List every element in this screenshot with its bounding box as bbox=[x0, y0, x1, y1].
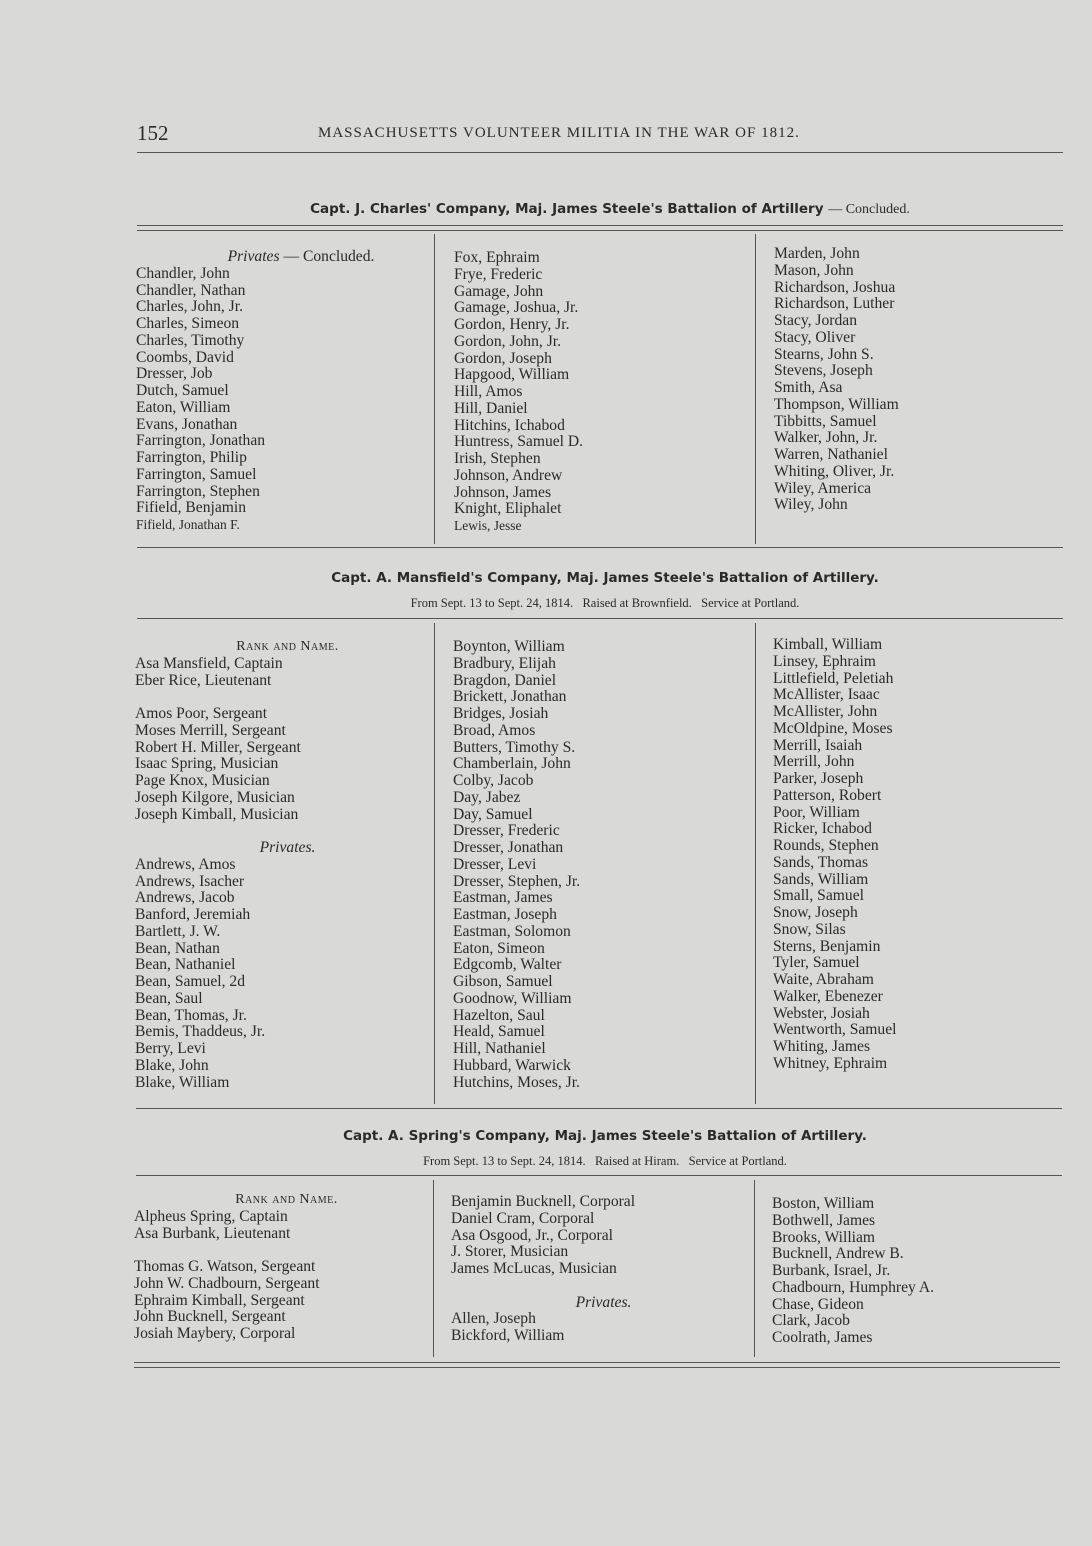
section3-bottom-rule bbox=[134, 1362, 1060, 1363]
list-item: Snow, Silas bbox=[773, 920, 846, 938]
list-item: Warren, Nathaniel bbox=[774, 446, 888, 463]
list-item: Ephraim Kimball, Sergeant bbox=[134, 1291, 305, 1309]
list-item: John W. Chadbourn, Sergeant bbox=[134, 1274, 320, 1292]
list-item: Gordon, John, Jr. bbox=[454, 332, 561, 350]
list-item: Stearns, John S. bbox=[774, 345, 874, 363]
list-item: Banford, Jeremiah bbox=[135, 906, 251, 923]
list-item: Hubbard, Warwick bbox=[453, 1056, 571, 1074]
list-item: McAllister, John bbox=[773, 703, 878, 720]
running-title: MASSACHUSETTS VOLUNTEER MILITIA IN THE WAR OF 1812. bbox=[318, 125, 800, 141]
list-item: Tibbitts, Samuel bbox=[774, 412, 877, 430]
section2-column-2 bbox=[453, 639, 743, 1091]
list-item: Dresser, Jonathan bbox=[453, 839, 564, 856]
privates-heading: Privates. bbox=[259, 839, 316, 856]
list-item: Bucknell, Andrew B. bbox=[772, 1245, 904, 1263]
column-divider bbox=[754, 1180, 755, 1357]
list-item: Burbank, Israel, Jr. bbox=[772, 1262, 891, 1279]
list-item: Ricker, Ichabod bbox=[773, 820, 872, 838]
list-item: Hill, Amos bbox=[454, 383, 523, 400]
list-item: Hapgood, William bbox=[454, 366, 570, 384]
list-item: Clark, Jacob bbox=[772, 1312, 850, 1330]
section2-top-rule bbox=[137, 618, 1063, 619]
list-item: Farrington, Samuel bbox=[136, 465, 257, 483]
list-item: Bean, Nathan bbox=[135, 939, 220, 957]
list-item: Lewis, Jesse bbox=[454, 518, 522, 533]
list-item: Eaton, William bbox=[136, 398, 231, 416]
list-item: Bridges, Josiah bbox=[453, 705, 549, 722]
list-item: Dresser, Levi bbox=[453, 855, 537, 873]
list-item: Poor, William bbox=[773, 803, 860, 821]
list-item: Hutchins, Moses, Jr. bbox=[453, 1073, 580, 1091]
list-item: Waite, Abraham bbox=[773, 971, 874, 988]
list-item: Daniel Cram, Corporal bbox=[451, 1209, 595, 1227]
section2-title: Capt. A. Mansfield's Company, Maj. James Steele's Battalion of Artillery. bbox=[331, 570, 879, 586]
rank-and-name-heading: Rank and Name. bbox=[236, 639, 339, 654]
list-item: Sands, Thomas bbox=[773, 853, 869, 871]
list-item: Fox, Ephraim bbox=[454, 249, 540, 266]
list-item: Moses Merrill, Sergeant bbox=[135, 721, 286, 739]
list-item: John Bucknell, Sergeant bbox=[134, 1308, 286, 1326]
list-item: Alpheus Spring, Captain bbox=[134, 1207, 288, 1225]
list-item: Johnson, James bbox=[454, 483, 552, 501]
section1-top-rule-2 bbox=[137, 230, 1063, 231]
list-item: Asa Osgood, Jr., Corporal bbox=[451, 1226, 613, 1244]
list-item: Broad, Amos bbox=[453, 721, 536, 739]
list-item: Gamage, John bbox=[454, 282, 544, 300]
list-item: Bean, Samuel, 2d bbox=[135, 973, 246, 990]
list-item: Wentworth, Samuel bbox=[773, 1021, 897, 1039]
list-item: Chadbourn, Humphrey A. bbox=[772, 1278, 934, 1296]
list-item: Gordon, Henry, Jr. bbox=[454, 316, 570, 333]
privates-heading: Privates. bbox=[575, 1293, 632, 1311]
list-item: Dresser, Stephen, Jr. bbox=[453, 872, 581, 890]
list-item: Dresser, Job bbox=[136, 365, 213, 383]
list-item: Josiah Maybery, Corporal bbox=[134, 1325, 296, 1342]
section2-bottom-rule bbox=[136, 1108, 1062, 1109]
list-item: Rounds, Stephen bbox=[773, 837, 879, 854]
list-item: Goodnow, William bbox=[453, 989, 572, 1007]
list-item: Berry, Levi bbox=[135, 1040, 206, 1057]
section3-title: Capt. A. Spring's Company, Maj. James Steele's Battalion of Artillery. bbox=[343, 1128, 867, 1144]
header-rule bbox=[137, 152, 1063, 153]
section1-column-3 bbox=[774, 246, 1064, 514]
list-item: Benjamin Bucknell, Corporal bbox=[451, 1193, 636, 1210]
section1-bottom-rule bbox=[137, 547, 1063, 548]
list-item: Allen, Joseph bbox=[451, 1310, 536, 1328]
list-item: Fifield, Benjamin bbox=[136, 499, 247, 517]
list-item: Heald, Samuel bbox=[453, 1023, 545, 1041]
list-item: Coombs, David bbox=[136, 348, 234, 366]
list-item: Boynton, William bbox=[453, 638, 565, 655]
list-item: Dresser, Frederic bbox=[453, 822, 560, 840]
section3-column-3 bbox=[772, 1196, 1062, 1347]
list-item: Charles, John, Jr. bbox=[136, 298, 243, 316]
list-item: Whiting, James bbox=[773, 1038, 871, 1055]
list-item: Colby, Jacob bbox=[453, 772, 534, 789]
list-item: Charles, Simeon bbox=[136, 315, 240, 332]
column-divider bbox=[755, 623, 756, 1104]
list-item: Stacy, Jordan bbox=[774, 312, 858, 329]
list-item: Bean, Saul bbox=[135, 989, 203, 1007]
list-item: Marden, John bbox=[774, 245, 860, 262]
section2-column-3 bbox=[773, 637, 1063, 1073]
list-item: Amos Poor, Sergeant bbox=[135, 705, 268, 722]
list-item: Bean, Thomas, Jr. bbox=[135, 1006, 247, 1024]
list-item: Edgcomb, Walter bbox=[453, 956, 562, 974]
list-item: Richardson, Joshua bbox=[774, 278, 896, 296]
column-divider bbox=[434, 623, 435, 1104]
section1-top-rule bbox=[137, 225, 1063, 226]
list-item: Brickett, Jonathan bbox=[453, 688, 567, 706]
list-item: Littlefield, Peletiah bbox=[773, 669, 894, 687]
list-item: Butters, Timothy S. bbox=[453, 738, 576, 756]
section3-subtitle: From Sept. 13 to Sept. 24, 1814. Raised at Hiram. Service at Portland. bbox=[423, 1154, 787, 1168]
list-item: Small, Samuel bbox=[773, 887, 864, 905]
list-item: Boston, William bbox=[772, 1195, 875, 1212]
list-item: Thompson, William bbox=[774, 395, 899, 413]
list-item: Brooks, William bbox=[772, 1228, 876, 1246]
list-item: Blake, John bbox=[135, 1056, 209, 1074]
list-item: Hill, Daniel bbox=[454, 399, 528, 417]
list-item: Kimball, William bbox=[773, 636, 883, 653]
list-item: Andrews, Isacher bbox=[135, 872, 245, 890]
list-item: Charles, Timothy bbox=[136, 331, 245, 349]
list-item: Irish, Stephen bbox=[454, 450, 541, 467]
list-item: Merrill, John bbox=[773, 753, 855, 771]
list-item: Richardson, Luther bbox=[774, 295, 895, 313]
list-item: Snow, Joseph bbox=[773, 904, 858, 921]
list-item: Farrington, Philip bbox=[136, 449, 247, 466]
list-item: Chamberlain, John bbox=[453, 755, 571, 773]
list-item: Eastman, Solomon bbox=[453, 922, 571, 940]
list-item: Bickford, William bbox=[451, 1327, 565, 1344]
list-item: Bartlett, J. W. bbox=[135, 922, 221, 940]
list-item: Tyler, Samuel bbox=[773, 954, 860, 972]
list-item: Joseph Kilgore, Musician bbox=[135, 788, 295, 806]
list-item: Hazelton, Saul bbox=[453, 1006, 545, 1024]
list-item: Hitchins, Ichabod bbox=[454, 416, 565, 434]
list-item: McOldpine, Moses bbox=[773, 719, 893, 737]
list-item: Eaton, Simeon bbox=[453, 939, 545, 957]
list-item: Linsey, Ephraim bbox=[773, 652, 876, 670]
list-item: Knight, Eliphalet bbox=[454, 500, 562, 518]
section1-column-2 bbox=[454, 250, 744, 535]
section3-column-1 bbox=[134, 1192, 424, 1343]
list-item: Wiley, America bbox=[774, 479, 872, 497]
list-item: Asa Mansfield, Captain bbox=[135, 654, 283, 672]
list-item: Blake, William bbox=[135, 1073, 230, 1091]
list-item: Stacy, Oliver bbox=[774, 328, 856, 346]
list-item: Fifield, Jonathan F. bbox=[136, 517, 240, 532]
list-item: Sterns, Benjamin bbox=[773, 937, 881, 955]
section3-bottom-rule-2 bbox=[134, 1367, 1060, 1368]
list-item: Chandler, John bbox=[136, 264, 230, 282]
list-item: Page Knox, Musician bbox=[135, 772, 270, 789]
list-item: Walker, Ebenezer bbox=[773, 987, 883, 1005]
list-item: Day, Jabez bbox=[453, 788, 521, 806]
list-item: Thomas G. Watson, Sergeant bbox=[134, 1258, 316, 1275]
list-item: Evans, Jonathan bbox=[136, 415, 238, 433]
list-item: Dutch, Samuel bbox=[136, 382, 229, 399]
list-item: Eastman, Joseph bbox=[453, 906, 557, 923]
list-item: Farrington, Stephen bbox=[136, 482, 260, 500]
list-item: Andrews, Amos bbox=[135, 855, 236, 873]
list-item: Bragdon, Daniel bbox=[453, 671, 557, 689]
privates-heading: Privates — Concluded. bbox=[227, 248, 375, 265]
section2-column-1 bbox=[135, 639, 425, 1091]
list-item: Huntress, Samuel D. bbox=[454, 433, 584, 451]
column-divider bbox=[434, 234, 435, 544]
section3-top-rule bbox=[136, 1175, 1062, 1176]
column-divider bbox=[433, 1180, 434, 1357]
rank-and-name-heading: Rank and Name. bbox=[235, 1192, 338, 1207]
section2-subtitle: From Sept. 13 to Sept. 24, 1814. Raised at Brownfield. Service at Portland. bbox=[410, 596, 800, 610]
list-item: Frye, Frederic bbox=[454, 265, 543, 283]
list-item: J. Storer, Musician bbox=[451, 1243, 569, 1261]
list-item: Eastman, James bbox=[453, 889, 553, 907]
list-item: Johnson, Andrew bbox=[454, 466, 563, 484]
list-item: Whitney, Ephraim bbox=[773, 1054, 888, 1072]
page-number: 152 bbox=[137, 121, 169, 145]
list-item: Walker, John, Jr. bbox=[774, 429, 878, 447]
list-item: Gamage, Joshua, Jr. bbox=[454, 299, 579, 317]
list-item: Chase, Gideon bbox=[772, 1295, 864, 1313]
list-item: Andrews, Jacob bbox=[135, 889, 235, 907]
list-item: Bradbury, Elijah bbox=[453, 654, 556, 672]
list-item: Day, Samuel bbox=[453, 805, 533, 823]
list-item: Bean, Nathaniel bbox=[135, 956, 236, 974]
list-item: Chandler, Nathan bbox=[136, 281, 246, 299]
list-item: Smith, Asa bbox=[774, 379, 843, 396]
section3-column-2 bbox=[451, 1194, 741, 1345]
list-item: Whiting, Oliver, Jr. bbox=[774, 462, 895, 480]
list-item: Asa Burbank, Lieutenant bbox=[134, 1224, 291, 1242]
list-item: Sands, William bbox=[773, 870, 869, 888]
list-item: Stevens, Joseph bbox=[774, 362, 873, 380]
list-item: Robert H. Miller, Sergeant bbox=[135, 738, 301, 756]
list-item: McAllister, Isaac bbox=[773, 686, 880, 704]
list-item: Hill, Nathaniel bbox=[453, 1040, 546, 1057]
list-item: Merrill, Isaiah bbox=[773, 736, 863, 754]
list-item: Gibson, Samuel bbox=[453, 973, 553, 990]
list-item: Coolrath, James bbox=[772, 1329, 873, 1346]
list-item: Joseph Kimball, Musician bbox=[135, 805, 299, 823]
list-item: James McLucas, Musician bbox=[451, 1260, 617, 1277]
list-item: Isaac Spring, Musician bbox=[135, 755, 279, 773]
list-item: Parker, Joseph bbox=[773, 770, 864, 787]
list-item: Eber Rice, Lieutenant bbox=[135, 671, 272, 689]
list-item: Bemis, Thaddeus, Jr. bbox=[135, 1023, 266, 1041]
list-item: Gordon, Joseph bbox=[454, 349, 552, 367]
list-item: Webster, Josiah bbox=[773, 1004, 870, 1022]
section1-column-1 bbox=[136, 249, 426, 534]
column-divider bbox=[755, 234, 756, 544]
list-item: Farrington, Jonathan bbox=[136, 432, 266, 450]
list-item: Wiley, John bbox=[774, 496, 848, 514]
list-item: Mason, John bbox=[774, 261, 854, 279]
section1-title: Capt. J. Charles' Company, Maj. James Steele's Battalion of Artillery — Concluded. bbox=[310, 201, 910, 217]
list-item: Patterson, Robert bbox=[773, 786, 882, 804]
list-item: Bothwell, James bbox=[772, 1211, 876, 1229]
